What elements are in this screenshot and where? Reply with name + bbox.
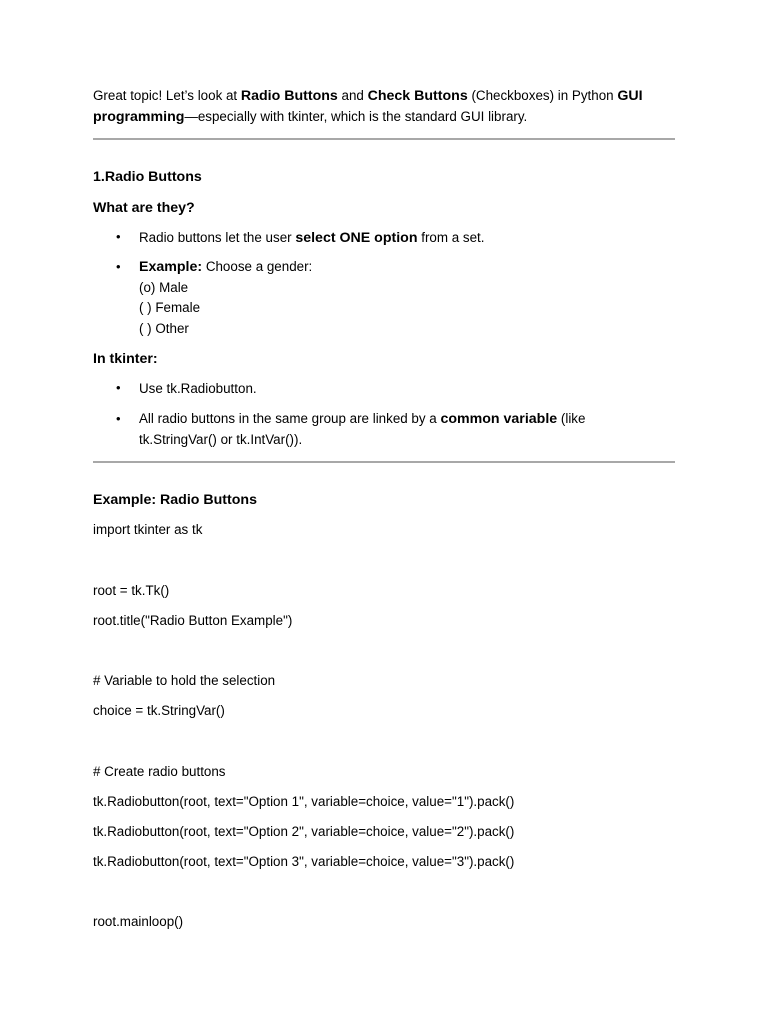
bullet-marker-1: • [116,229,121,244]
intro-text-4: —especially with tkinter, which is the standard GUI library. [184,108,528,124]
intro-bold-gui: GUI [617,88,643,104]
bullet4-text-1: All radio buttons in the same group are linked by a [139,411,441,426]
intro-bold-check-buttons: Check Buttons [367,88,468,104]
code-line-root: root = tk.Tk() [93,583,170,598]
gender-option-female: ( ) Female [139,300,201,315]
code-line-radiobutton-3: tk.Radiobutton(root, text="Option 3", variable=choice, value="3").pack() [93,854,515,869]
intro-paragraph [93,86,643,127]
horizontal-rule-2 [93,461,675,463]
bullet2-text: Choose a gender: [202,259,313,274]
bullet1-text-1: Radio buttons let the user [139,230,296,245]
subheading-what-are-they: What are they? [93,200,195,216]
intro-text-1: Great topic! Let’s look at [93,88,241,103]
section-heading-radio-buttons: 1.Radio Buttons [93,169,202,185]
bullet1-bold: select ONE option [295,230,418,246]
intro-text-2: and [337,88,368,103]
code-line-radiobutton-2: tk.Radiobutton(root, text="Option 2", variable=choice, value="2").pack() [93,824,515,839]
bullet-item-1 [139,228,485,249]
code-line-import: import tkinter as tk [93,522,203,537]
bullet4-line-2: tk.StringVar() or tk.IntVar()). [139,431,303,447]
code-line-choice: choice = tk.StringVar() [93,703,225,718]
intro-bold-programming: programming [93,108,185,125]
bullet4-text-2: (like [557,411,586,426]
code-line-comment-variable: # Variable to hold the selection [93,673,276,688]
bullet2-bold-example: Example: [139,259,203,275]
example-heading: Example: Radio Buttons [93,492,257,508]
bullet1-text-2: from a set. [417,230,485,245]
horizontal-rule-1 [93,138,675,140]
intro-bold-radio-buttons: Radio Buttons [240,88,338,104]
subheading-in-tkinter: In tkinter: [93,351,158,367]
bullet-marker-4: • [116,411,121,426]
bullet-item-4 [139,409,585,450]
code-line-mainloop: root.mainloop() [93,914,184,929]
code-line-comment-create: # Create radio buttons [93,764,226,779]
code-line-title: root.title("Radio Button Example") [93,613,293,628]
bullet-item-2 [139,257,312,339]
intro-text-3: (Checkboxes) in Python [467,88,618,103]
bullet-marker-3: • [116,380,121,395]
bullet-marker-2: • [116,259,121,274]
gender-option-male: (o) Male [139,279,189,295]
bullet-item-3: Use tk.Radiobutton. [139,381,257,396]
gender-option-other: ( ) Other [139,320,189,336]
code-line-radiobutton-1: tk.Radiobutton(root, text="Option 1", variable=choice, value="1").pack() [93,794,515,809]
bullet4-bold: common variable [440,411,558,427]
